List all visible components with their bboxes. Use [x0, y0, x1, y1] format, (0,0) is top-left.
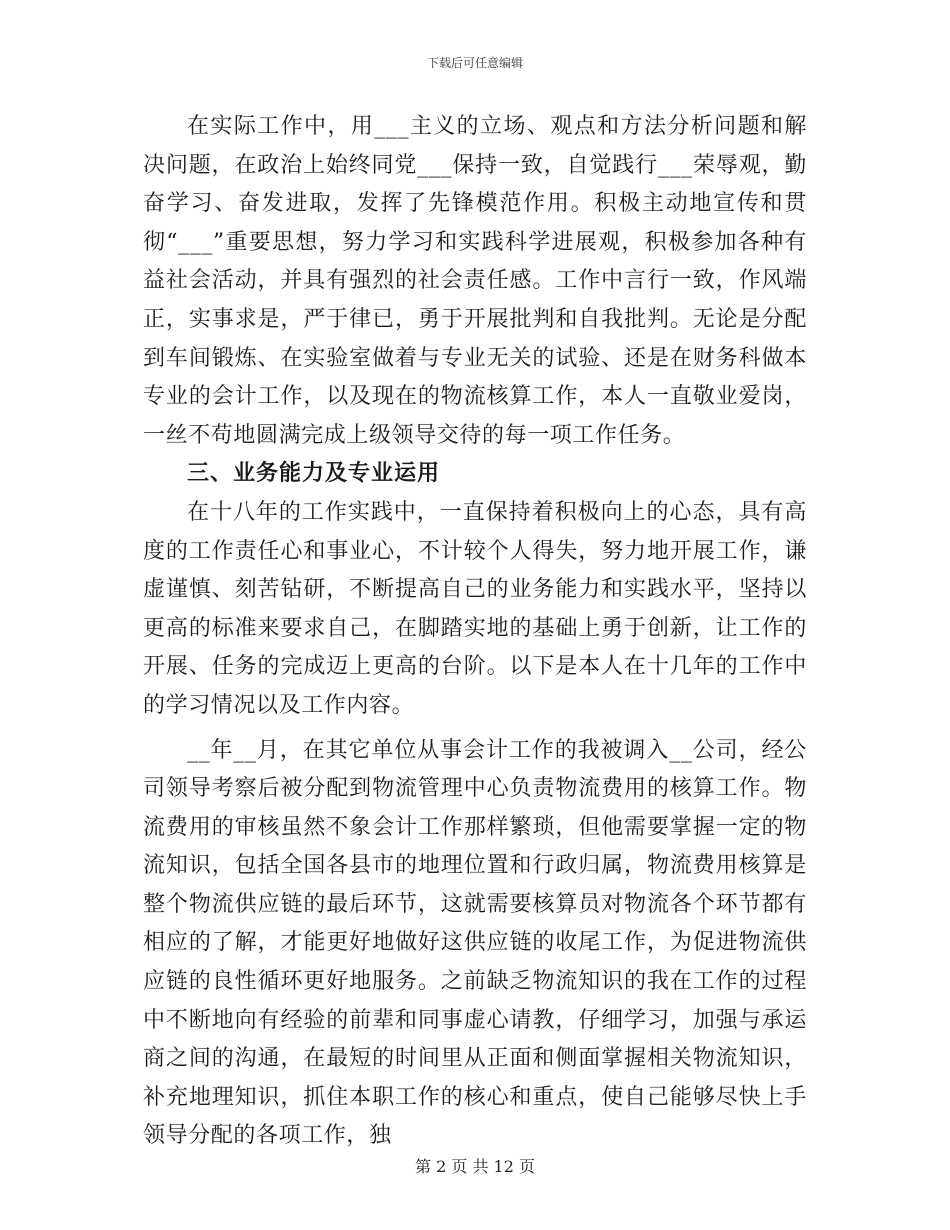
paragraph-logistics-work: __年__月，在其它单位从事会计工作的我被调入__公司，经公司领导考察后被分配到物流管理中心负责物流费用的核算工作。物流费用的审核虽然不象会计工作那样繁琐，但他需要掌握一定的物流知识，包括全国各县市的地理位置和行政归属，物流费用核算是整个物流供应链的最后环节，这就需要核算员对物流各个环节都有相应的了解，才能更好地做好这供应链的收尾工作，为促进物流供应链的良性循环更好地服务。之前缺乏物流知识的我在工作的过程中不断地向有经验的前辈和同事虚心请教，仔细学习，加强与承运商之间的沟通，在最短的时间里从正面和侧面掌握相关物流知识，补充地理知识，抓住本职工作的核心和重点，使自己能够尽快上手领导分配的各项工作，独	[143, 737, 807, 1149]
page-header: 下载后可任意编辑	[426, 56, 523, 70]
paragraph-political-conduct: 在实际工作中，用___主义的立场、观点和方法分析问题和解决问题，在政治上始终同党___保持一致，自觉践行___荣辱观，勤奋学习、奋发进取，发挥了先锋模范作用。积极主动地宣传和贯彻“___”重要思想，努力学习和实践科学进展观，积极参加各种有益社会活动，并具有强烈的社会责任感。工作中言行一致，作风端正，实事求是，严于律已，勇于开展批判和自我批判。无论是分配到车间锻炼、在实验室做着与专业无关的试验、还是在财务科做本专业的会计工作，以及现在的物流核算工作，本人一直敬业爱岗，一丝不苟地圆满完成上级领导交待的每一项工作任务。	[143, 114, 807, 448]
section-heading: 三、业务能力及专业运用	[187, 461, 441, 487]
document-body	[143, 108, 807, 1156]
page-number: 第 2 页 共 12 页	[415, 1157, 535, 1176]
paragraph-work-attitude: 在十八年的工作实践中，一直保持着积极向上的心态，具有高度的工作责任心和事业心，不计较个人得失，努力地开展工作，谦虚谨慎、刻苦钻研，不断提高自己的业务能力和实践水平，坚持以更高的标准来要求自己，在脚踏实地的基础上勇于创新，让工作的开展、任务的完成迈上更高的台阶。以下是本人在十几年的工作中的学习情况以及工作内容。	[143, 499, 807, 718]
